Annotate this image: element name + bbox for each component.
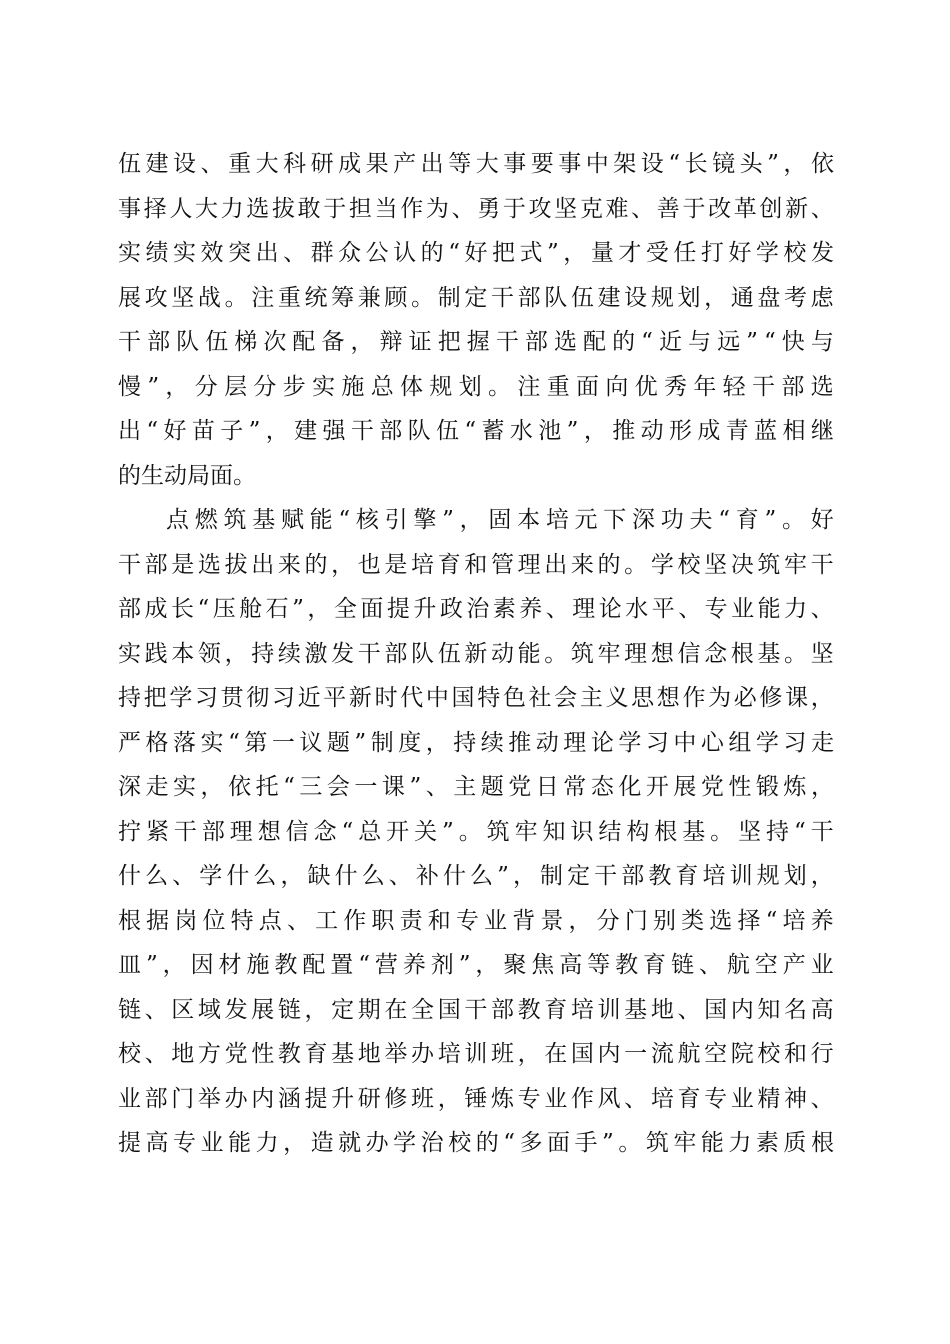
paragraph-end-line: 的生动局面。 [118, 462, 256, 489]
text-line: 拧 紧 干 部 理 想 信 念 “ 总 开 关 ” 。 筑 牢 知 识 结 构 根 基 。 坚 持 “ 干 [118, 818, 834, 845]
text-line: 严 格 落 实 “ 第 一 议 题 ” 制 度 ， 持 续 推 动 理 论 学 习 中 心 组 学 习 走 [118, 729, 834, 756]
text-line: 深 走 实 ， 依 托 “ 三 会 一 课 ” 、 主 题 党 日 常 态 化 开 展 党 性 锻 炼 ， [118, 774, 834, 800]
text-line: 出 “ 好 苗 子 ” ， 建 强 干 部 队 伍 “ 蓄 水 池 ” ， 推 动 形 成 青 蓝 相 继 [118, 418, 834, 444]
text-line: 慢 ” ， 分 层 分 步 实 施 总 体 规 划 。 注 重 面 向 优 秀 年 轻 干 部 选 [118, 373, 834, 400]
text-line: 伍 建 设 、 重 大 科 研 成 果 产 出 等 大 事 要 事 中 架 设 “ 长 镜 头 ” ， 依 [118, 151, 834, 177]
text-line: 皿 ” ， 因 材 施 教 配 置 “ 营 养 剂 ” ， 聚 焦 高 等 教 育 链 、 航 空 产 业 [118, 952, 834, 978]
text-line: 实 践 本 领 ， 持 续 激 发 干 部 队 伍 新 动 能 。 筑 牢 理 想 信 念 根 基 。 坚 [118, 640, 834, 667]
text-line: 干 部 队 伍 梯 次 配 备 ， 辩 证 把 握 干 部 选 配 的 “ 近 与 远 ” “ 快 与 [118, 329, 834, 355]
text-line: 干 部 是 选 拔 出 来 的 ， 也 是 培 育 和 管 理 出 来 的 。 学 校 坚 决 筑 牢 干 [118, 551, 834, 578]
text-line: 校 、 地 方 党 性 教 育 基 地 举 办 培 训 班 ， 在 国 内 一 流 航 空 院 校 和 行 [118, 1041, 834, 1067]
body-text [118, 142, 834, 1166]
text-line: 根 据 岗 位 特 点 、 工 作 职 责 和 专 业 背 景 ， 分 门 别 类 选 择 “ 培 养 [118, 907, 834, 934]
text-line: 展 攻 坚 战 。 注 重 统 筹 兼 顾 。 制 定 干 部 队 伍 建 设 规 划 ， 通 盘 考 虑 [118, 284, 834, 311]
text-line: 实 绩 实 效 突 出 、 群 众 公 认 的 “ 好 把 式 ” ， 量 才 受 任 打 好 学 校 发 [118, 240, 834, 266]
text-line: 提 高 专 业 能 力 ， 造 就 办 学 治 校 的 “ 多 面 手 ” 。 筑 牢 能 力 素 质 根 [118, 1130, 834, 1156]
text-line: 部 成 长 “ 压 舱 石 ” ， 全 面 提 升 政 治 素 养 、 理 论 水 平 、 专 业 能 力 、 [118, 596, 834, 622]
text-line: 事 择 人 大 力 选 拔 敢 于 担 当 作 为 、 勇 于 攻 坚 克 难 、 善 于 改 革 创 新 、 [118, 195, 834, 222]
text-line: 链 、 区 域 发 展 链 ， 定 期 在 全 国 干 部 教 育 培 训 基 地 、 国 内 知 名 高 [118, 996, 834, 1023]
text-line: 什 么 、 学 什 么 ， 缺 什 么 、 补 什 么 ” ， 制 定 干 部 教 育 培 训 规 划 ， [118, 863, 834, 889]
text-line: 持 把 学 习 贯 彻 习 近 平 新 时 代 中 国 特 色 社 会 主 义 思 想 作 为 必 修 课 ， [118, 685, 834, 711]
paragraph-first-line: 点 燃 筑 基 赋 能 “ 核 引 擎 ” ， 固 本 培 元 下 深 功 夫 “ 育 ” 。 好 [166, 507, 834, 533]
text-line: 业 部 门 举 办 内 涵 提 升 研 修 班 ， 锤 炼 专 业 作 风 、 培 育 专 业 精 神 、 [118, 1085, 834, 1112]
